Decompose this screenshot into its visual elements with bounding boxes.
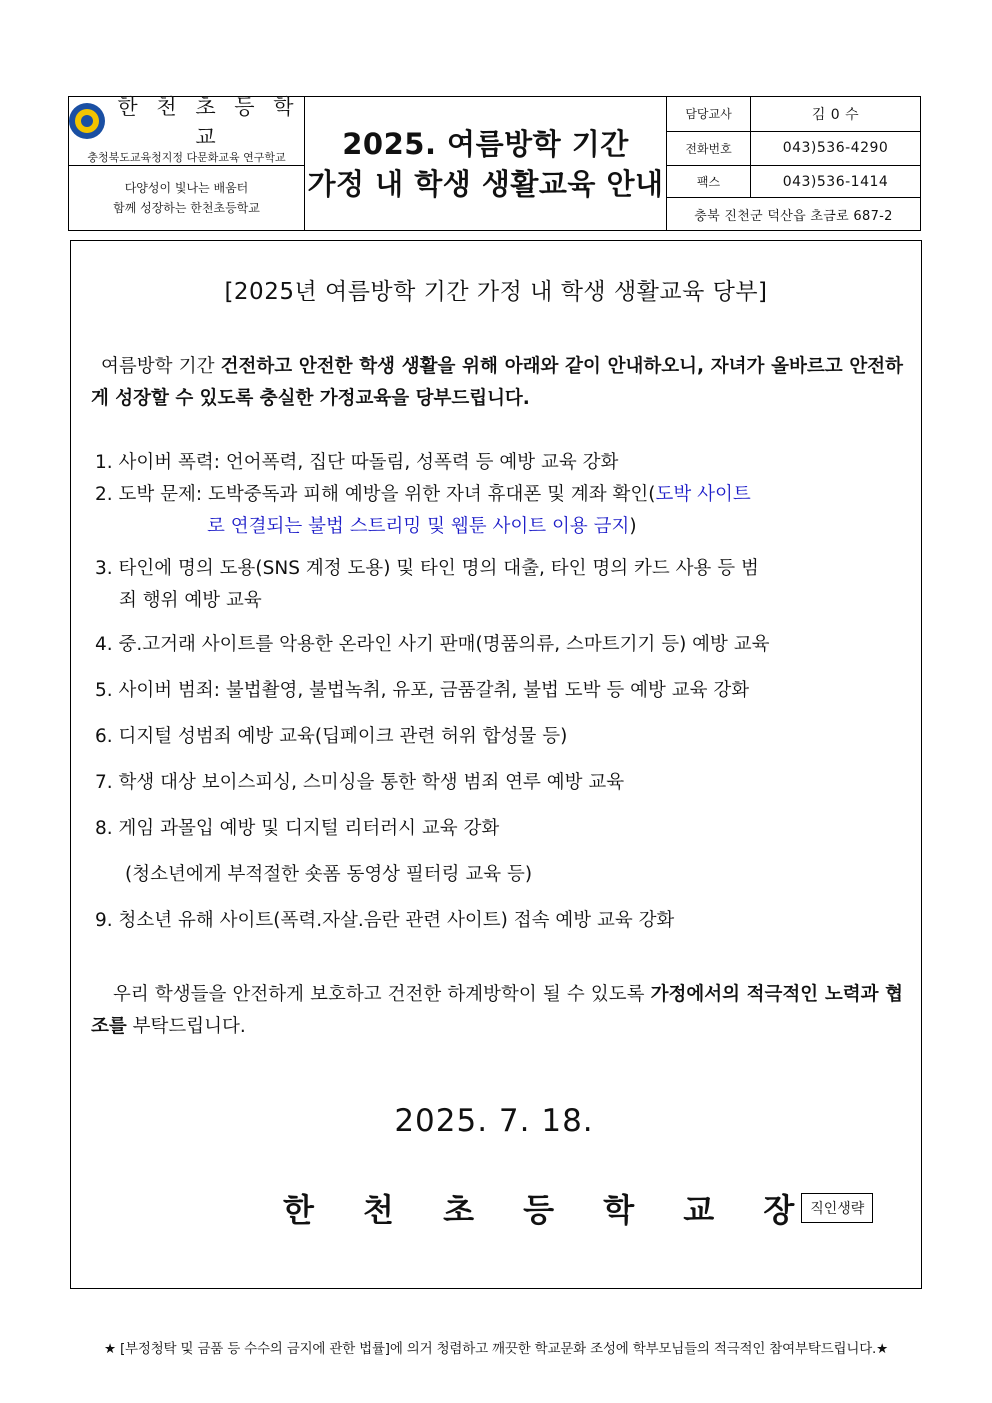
list-item — [95, 721, 917, 753]
phone-label: 전화번호 — [667, 131, 751, 166]
list-item — [95, 447, 917, 479]
teacher-value: 김 0 수 — [751, 97, 921, 132]
phone-value: 043)536-4290 — [751, 131, 921, 166]
item-number: 5. — [95, 680, 113, 701]
intro-plain-text: 여름방학 기간 — [101, 356, 221, 377]
item-text: 도박 문제: 도박중독과 피해 예방을 위한 자녀 휴대폰 및 계좌 확인( — [118, 484, 656, 505]
list-item-note — [95, 859, 917, 891]
item-text: 청소년 유해 사이트(폭력.자살.음란 관련 사이트) 접속 예방 교육 강화 — [118, 910, 675, 931]
item-text: 게임 과몰입 예방 및 디지털 리터러시 교육 강화 — [118, 818, 500, 839]
closing-bold-text: 가정에서의 적극적인 노력과 협조를 — [91, 984, 903, 1037]
closing-plain-tail: 부탁드립니다. — [126, 1016, 246, 1037]
item-text-line1: 타인에 명의 도용(SNS 계정 도용) 및 타인 명의 대출, 타인 명의 카드 사용 등 범 — [118, 558, 759, 579]
item-text: 사이버 폭력: 언어폭력, 집단 따돌림, 성폭력 등 예방 교육 강화 — [118, 452, 619, 473]
item-warning-text-part1: 도박 사이트 — [655, 484, 751, 505]
school-emblem-icon — [69, 103, 105, 139]
item-text: 학생 대상 보이스피싱, 스미싱을 통한 학생 범죄 연루 예방 교육 — [118, 772, 625, 793]
school-address: 충북 진천군 덕산읍 초금로 687-2 — [667, 198, 921, 231]
school-slogan-cell — [69, 166, 305, 231]
item-number: 8. — [95, 818, 113, 839]
document-title-cell — [305, 97, 667, 231]
guidance-list — [95, 447, 917, 937]
document-title-line1: 2025. 여름방학 기간 — [342, 126, 629, 161]
list-item — [95, 675, 917, 707]
school-name-row — [69, 95, 304, 149]
item-number: 4. — [95, 634, 113, 655]
notice-body — [70, 240, 922, 1289]
seal-omitted-box: 직인생략 — [801, 1193, 873, 1223]
teacher-label: 담당교사 — [667, 97, 751, 132]
school-designation: 충청북도교육청지정 다문화교육 연구학교 — [87, 151, 286, 164]
item-number: 2. — [95, 484, 113, 505]
item-number: 3. — [95, 558, 113, 579]
list-item — [95, 813, 917, 845]
list-item — [95, 479, 917, 543]
slogan-line2: 함께 성장하는 한천초등학교 — [113, 201, 260, 215]
item-number: 6. — [95, 726, 113, 747]
intro-paragraph — [91, 351, 903, 415]
list-item — [95, 767, 917, 799]
fax-value: 043)536-1414 — [751, 166, 921, 198]
item-tail: ) — [629, 516, 637, 537]
list-item — [95, 629, 917, 661]
item-text: (청소년에게 부적절한 숏폼 동영상 필터링 교육 등) — [125, 864, 533, 885]
list-item — [95, 553, 917, 617]
header-table — [68, 96, 921, 231]
document-title-line2: 가정 내 학생 생활교육 안내 — [307, 166, 664, 201]
principal-name: 한 천 초 등 학 교 장 — [283, 1191, 814, 1229]
item-number: 9. — [95, 910, 113, 931]
item-text: 사이버 범죄: 불법촬영, 불법녹취, 유포, 금품갈취, 불법 도박 등 예방 교육 강화 — [118, 680, 750, 701]
school-name: 한 천 초 등 학 교 — [117, 95, 300, 149]
signature-row — [283, 1185, 873, 1231]
item-text: 중.고거래 사이트를 악용한 온라인 사기 판매(명품의류, 스마트기기 등) 예방 교육 — [118, 634, 770, 655]
notice-heading: [2025년 여름방학 기간 가정 내 학생 생활교육 당부] — [224, 279, 768, 305]
closing-plain-text: 우리 학생들을 안전하게 보호하고 건전한 하계방학이 될 수 있도록 — [113, 984, 651, 1005]
intro-bold-text: 건전하고 안전한 학생 생활을 위해 아래와 같이 안내하오니, 자녀가 올바르고 안전하게 성장할 수 있도록 충실한 가정교육을 당부드립니다. — [91, 356, 903, 409]
list-item — [95, 905, 917, 937]
closing-paragraph — [91, 979, 903, 1043]
issue-date: 2025. 7. 18. — [394, 1103, 594, 1139]
slogan-line1: 다양성이 빛나는 배움터 — [124, 181, 249, 195]
fax-label: 팩스 — [667, 166, 751, 198]
item-number: 7. — [95, 772, 113, 793]
item-number: 1. — [95, 452, 113, 473]
item-text-line2: 죄 행위 예방 교육 — [119, 590, 262, 611]
item-warning-text-part2: 로 연결되는 불법 스트리밍 및 웹툰 사이트 이용 금지 — [207, 516, 630, 537]
item-text: 디지털 성범죄 예방 교육(딥페이크 관련 허위 합성물 등) — [118, 726, 568, 747]
school-identity-cell — [69, 97, 305, 166]
anti-graft-footer: ★ [부정청탁 및 금품 등 수수의 금지에 관한 법률]에 의거 청렴하고 깨끗한 학교문화 조성에 학부모님들의 적극적인 참여부탁드립니다.★ — [103, 1341, 889, 1357]
